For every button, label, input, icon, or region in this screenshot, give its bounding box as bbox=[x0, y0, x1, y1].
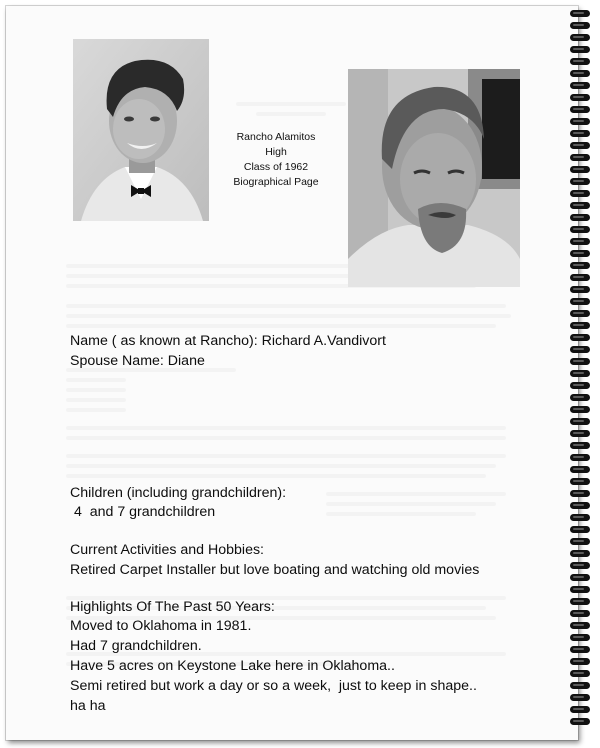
activities-value: Retired Carpet Installer but love boating and watching old movies bbox=[70, 562, 480, 578]
spiral-coil bbox=[570, 286, 590, 293]
spiral-coil bbox=[570, 154, 590, 161]
class-caption bbox=[228, 130, 324, 190]
highlights-heading: Highlights Of The Past 50 Years: bbox=[70, 599, 275, 615]
spiral-coil bbox=[570, 298, 590, 305]
spiral-coil bbox=[570, 190, 590, 197]
spiral-coil bbox=[570, 46, 590, 53]
spiral-coil bbox=[570, 394, 590, 401]
name-field: Name ( as known at Rancho): Richard A.Vandivort bbox=[70, 333, 386, 349]
spiral-coil bbox=[570, 334, 590, 341]
spiral-coil bbox=[570, 238, 590, 245]
spiral-coil bbox=[570, 718, 590, 725]
spiral-coil bbox=[570, 178, 590, 185]
spiral-coil bbox=[570, 646, 590, 653]
spiral-coil bbox=[570, 442, 590, 449]
page-type: Biographical Page bbox=[233, 176, 319, 188]
spiral-coil bbox=[570, 106, 590, 113]
spiral-coil bbox=[570, 406, 590, 413]
spiral-coil bbox=[570, 418, 590, 425]
spiral-coil bbox=[570, 274, 590, 281]
spiral-coil bbox=[570, 310, 590, 317]
spiral-coil bbox=[570, 454, 590, 461]
spiral-coil bbox=[570, 358, 590, 365]
spiral-coil bbox=[570, 598, 590, 605]
spiral-coil bbox=[570, 466, 590, 473]
spiral-coil bbox=[570, 130, 590, 137]
highlight-line: Had 7 grandchildren. bbox=[70, 638, 202, 654]
spiral-coil bbox=[570, 226, 590, 233]
spouse-field: Spouse Name: Diane bbox=[70, 353, 205, 369]
spiral-coil bbox=[570, 574, 590, 581]
children-heading: Children (including grandchildren): bbox=[70, 485, 287, 501]
spiral-coil bbox=[570, 142, 590, 149]
spiral-coil bbox=[570, 586, 590, 593]
spiral-coil bbox=[570, 202, 590, 209]
biographical-page bbox=[6, 6, 578, 740]
spiral-coil bbox=[570, 166, 590, 173]
spiral-coil bbox=[570, 34, 590, 41]
spiral-coil bbox=[570, 322, 590, 329]
spiral-coil bbox=[570, 706, 590, 713]
spiral-coil bbox=[570, 622, 590, 629]
highlight-line: ha ha bbox=[70, 698, 106, 714]
spiral-coil bbox=[570, 526, 590, 533]
spiral-binding bbox=[570, 10, 594, 738]
spiral-coil bbox=[570, 382, 590, 389]
spiral-coil bbox=[570, 70, 590, 77]
spiral-coil bbox=[570, 670, 590, 677]
school-name: Rancho Alamitos bbox=[236, 131, 316, 143]
highlight-line: Semi retired but work a day or so a week, just to keep in shape.. bbox=[70, 678, 477, 694]
spiral-coil bbox=[570, 562, 590, 569]
children-value: 4 and 7 grandchildren bbox=[70, 504, 216, 520]
spiral-coil bbox=[570, 82, 590, 89]
yearbook-portrait bbox=[73, 39, 209, 221]
spiral-coil bbox=[570, 10, 590, 17]
spiral-coil bbox=[570, 550, 590, 557]
spiral-coil bbox=[570, 94, 590, 101]
spiral-coil bbox=[570, 694, 590, 701]
current-portrait bbox=[348, 69, 520, 287]
spiral-coil bbox=[570, 430, 590, 437]
spiral-coil bbox=[570, 214, 590, 221]
spiral-coil bbox=[570, 250, 590, 257]
spiral-coil bbox=[570, 502, 590, 509]
spiral-coil bbox=[570, 610, 590, 617]
class-year: Class of 1962 bbox=[243, 161, 309, 173]
school-type: High bbox=[265, 146, 287, 158]
spiral-coil bbox=[570, 58, 590, 65]
spiral-coil bbox=[570, 490, 590, 497]
spiral-coil bbox=[570, 634, 590, 641]
spiral-coil bbox=[570, 22, 590, 29]
spiral-coil bbox=[570, 346, 590, 353]
spiral-coil bbox=[570, 370, 590, 377]
spiral-coil bbox=[570, 514, 590, 521]
spiral-coil bbox=[570, 478, 590, 485]
spiral-coil bbox=[570, 658, 590, 665]
spiral-coil bbox=[570, 118, 590, 125]
highlight-line: Have 5 acres on Keystone Lake here in Oklahoma.. bbox=[70, 658, 395, 674]
activities-heading: Current Activities and Hobbies: bbox=[70, 542, 264, 558]
highlight-line: Moved to Oklahoma in 1981. bbox=[70, 618, 252, 634]
spiral-coil bbox=[570, 682, 590, 689]
spiral-coil bbox=[570, 262, 590, 269]
spiral-coil bbox=[570, 538, 590, 545]
